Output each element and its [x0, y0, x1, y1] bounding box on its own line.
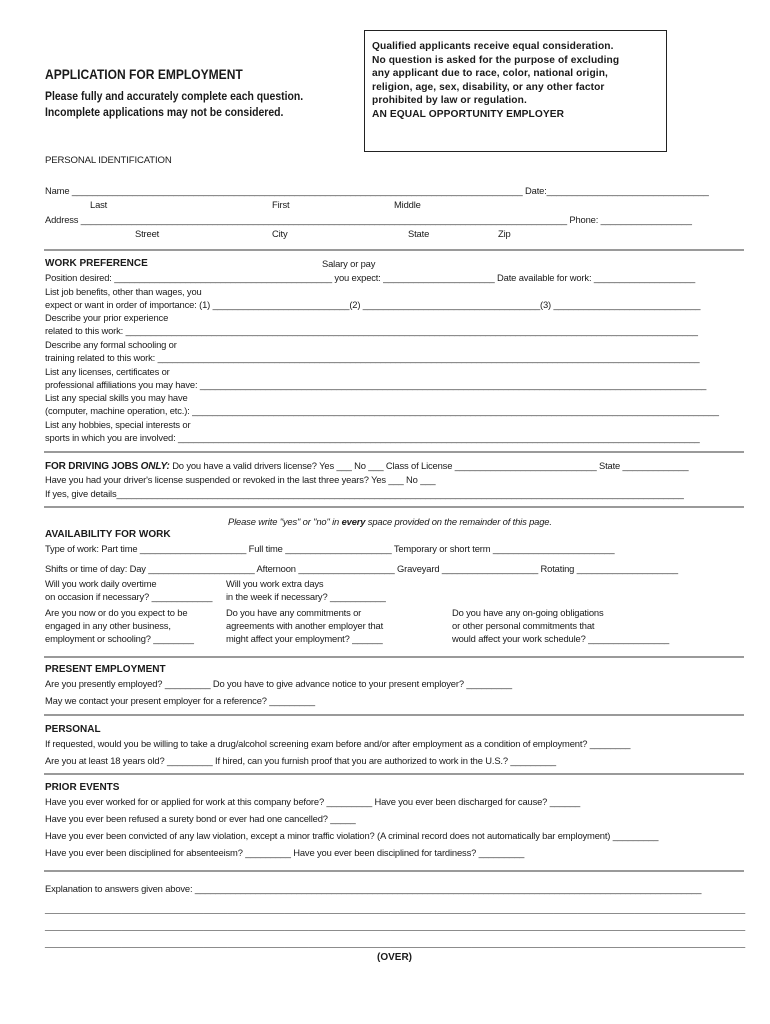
- section-divider: [44, 773, 744, 775]
- prior-work-discharge-fields[interactable]: Have you ever worked for or applied for work at this company before? _________ Have you ever been discharged for cause? ______: [45, 796, 581, 807]
- name-field[interactable]: Name _________________________________________________________________________________________ Date:________________________________: [45, 185, 709, 196]
- license-question: Do you have a valid drivers license? Yes ___ No ___ Class of License ____________________________ State _____________: [172, 460, 689, 471]
- explanation-line[interactable]: __________________________________________________________________________________________________________________________________________________: [45, 937, 746, 948]
- type-of-work-fields[interactable]: Type of work: Part time _____________________ Full time _____________________ Temporary or short term ________________________: [45, 543, 615, 554]
- presently-employed-field[interactable]: Are you presently employed? _________ Do you have to give advance notice to your present employer? _________: [45, 678, 512, 689]
- overtime-field[interactable]: Will you work daily overtime on occasion if necessary? ____________: [45, 578, 213, 602]
- other-engagement-field[interactable]: Are you now or do you expect to be engaged in any other business, employment or schooling? ________: [45, 607, 194, 644]
- hobbies-label: List any hobbies, special interests or: [45, 419, 191, 430]
- address-sub-street: Street: [135, 228, 160, 239]
- explanation-line[interactable]: __________________________________________________________________________________________________________________________________________________: [45, 903, 746, 914]
- notice-emphasis: every: [341, 516, 366, 527]
- personal-identification-heading: PERSONAL IDENTIFICATION: [45, 155, 172, 166]
- address-field[interactable]: Address ________________________________________________________________________________________________ Phone: __________________: [45, 214, 692, 225]
- explanation-field[interactable]: Explanation to answers given above: ____________________________________________________________________________________________________: [45, 883, 702, 894]
- position-salary-date-fields[interactable]: Position desired: ___________________________________________ you expect: ______________________ Date available for work: ____________________: [45, 272, 696, 283]
- driving-heading: FOR DRIVING JOBS: [45, 461, 139, 472]
- name-sub-first: First: [272, 199, 290, 210]
- section-divider: [44, 451, 744, 453]
- hobbies-field[interactable]: sports in which you are involved: _______________________________________________________________________________________________________: [45, 432, 700, 443]
- yes-no-notice: [228, 516, 552, 527]
- skills-label: List any special skills you may have: [45, 392, 188, 403]
- drug-screening-field[interactable]: If requested, would you be willing to take a drug/alcohol screening exam before and/or after employment as a condition of employment? ________: [45, 738, 631, 749]
- notice-suffix: space provided on the remainder of this page.: [365, 516, 552, 527]
- over-label: (OVER): [377, 952, 412, 963]
- salary-label: Salary or pay: [322, 258, 376, 269]
- shifts-fields[interactable]: Shifts or time of day: Day _____________________ Afternoon ___________________ Graveyard ___________________ Rotating ____________________: [45, 563, 678, 574]
- schooling-label: Describe any formal schooling or: [45, 339, 177, 350]
- conviction-field[interactable]: Have you ever been convicted of any law violation, except a minor traffic violation? (A criminal record does not automatically bar employment) _________: [45, 830, 659, 841]
- benefits-fields[interactable]: expect or want in order of importance: (1) ___________________________(2) ___________________________________(3) _____________________________: [45, 299, 701, 310]
- license-details-field[interactable]: If yes, give details________________________________________________________________________________________________________________: [45, 488, 684, 499]
- present-employment-heading: PRESENT EMPLOYMENT: [45, 664, 166, 675]
- commitments-field[interactable]: Do you have any commitments or agreements with another employer that might affect your employment? ______: [226, 607, 384, 644]
- work-preference-heading: WORK PREFERENCE: [45, 258, 148, 269]
- contact-employer-field[interactable]: May we contact your present employer for a reference? _________: [45, 695, 315, 706]
- license-suspended-field[interactable]: Have you had your driver's license suspended or revoked in the last three years? Yes ___ No ___: [45, 474, 436, 485]
- personal-heading: PERSONAL: [45, 724, 101, 735]
- name-sub-last: Last: [90, 199, 108, 210]
- experience-field[interactable]: related to this work: _________________________________________________________________________________________________________________: [45, 325, 698, 336]
- section-divider: [44, 506, 744, 508]
- address-sub-zip: Zip: [498, 228, 511, 239]
- eeo-statement: Qualified applicants receive equal consideration. No question is asked for the purpose of excluding any applicant due to race, color, national origin, religion, age, sex, disability, or any other factor prohibited by law or regulation. AN EQUAL OPPORTUNITY EMPLOYER: [372, 41, 620, 120]
- form-title: APPLICATION FOR EMPLOYMENT: [45, 66, 243, 82]
- licenses-label: List any licenses, certificates or: [45, 366, 170, 377]
- name-sub-middle: Middle: [394, 199, 421, 210]
- benefits-label: List job benefits, other than wages, you: [45, 286, 202, 297]
- availability-heading: AVAILABILITY FOR WORK: [45, 529, 171, 540]
- section-divider: [44, 714, 744, 716]
- section-divider: [44, 249, 744, 251]
- form-instructions: Please fully and accurately complete each question. Incomplete applications may not be considered.: [45, 89, 304, 119]
- experience-label: Describe your prior experience: [45, 312, 169, 323]
- notice-prefix: Please write "yes" or "no" in: [228, 516, 342, 527]
- age-authorization-fields[interactable]: Are you at least 18 years old? _________ If hired, can you furnish proof that you are authorized to work in the U.S.? _________: [45, 755, 556, 766]
- discipline-fields[interactable]: Have you ever been disciplined for absenteeism? _________ Have you ever been disciplined for tardiness? _________: [45, 847, 525, 858]
- obligations-field[interactable]: Do you have any on-going obligations or other personal commitments that would affect your work schedule? ________________: [452, 607, 670, 644]
- explanation-line[interactable]: __________________________________________________________________________________________________________________________________________________: [45, 920, 746, 931]
- skills-field[interactable]: (computer, machine operation, etc.): ________________________________________________________________________________________________________: [45, 405, 719, 416]
- driving-only-label: ONLY:: [140, 461, 170, 472]
- address-sub-city: City: [272, 228, 288, 239]
- schooling-field[interactable]: training related to this work: ___________________________________________________________________________________________________________: [45, 352, 700, 363]
- prior-events-heading: PRIOR EVENTS: [45, 782, 120, 793]
- surety-bond-field[interactable]: Have you ever been refused a surety bond or ever had one cancelled? _____: [45, 813, 356, 824]
- section-divider: [44, 870, 744, 872]
- extra-days-field[interactable]: Will you work extra days in the week if necessary? ___________: [226, 578, 386, 602]
- section-divider: [44, 656, 744, 658]
- licenses-field[interactable]: professional affiliations you may have: ____________________________________________________________________________________________________: [45, 379, 707, 390]
- address-sub-state: State: [408, 228, 430, 239]
- driving-license-fields[interactable]: [45, 460, 688, 472]
